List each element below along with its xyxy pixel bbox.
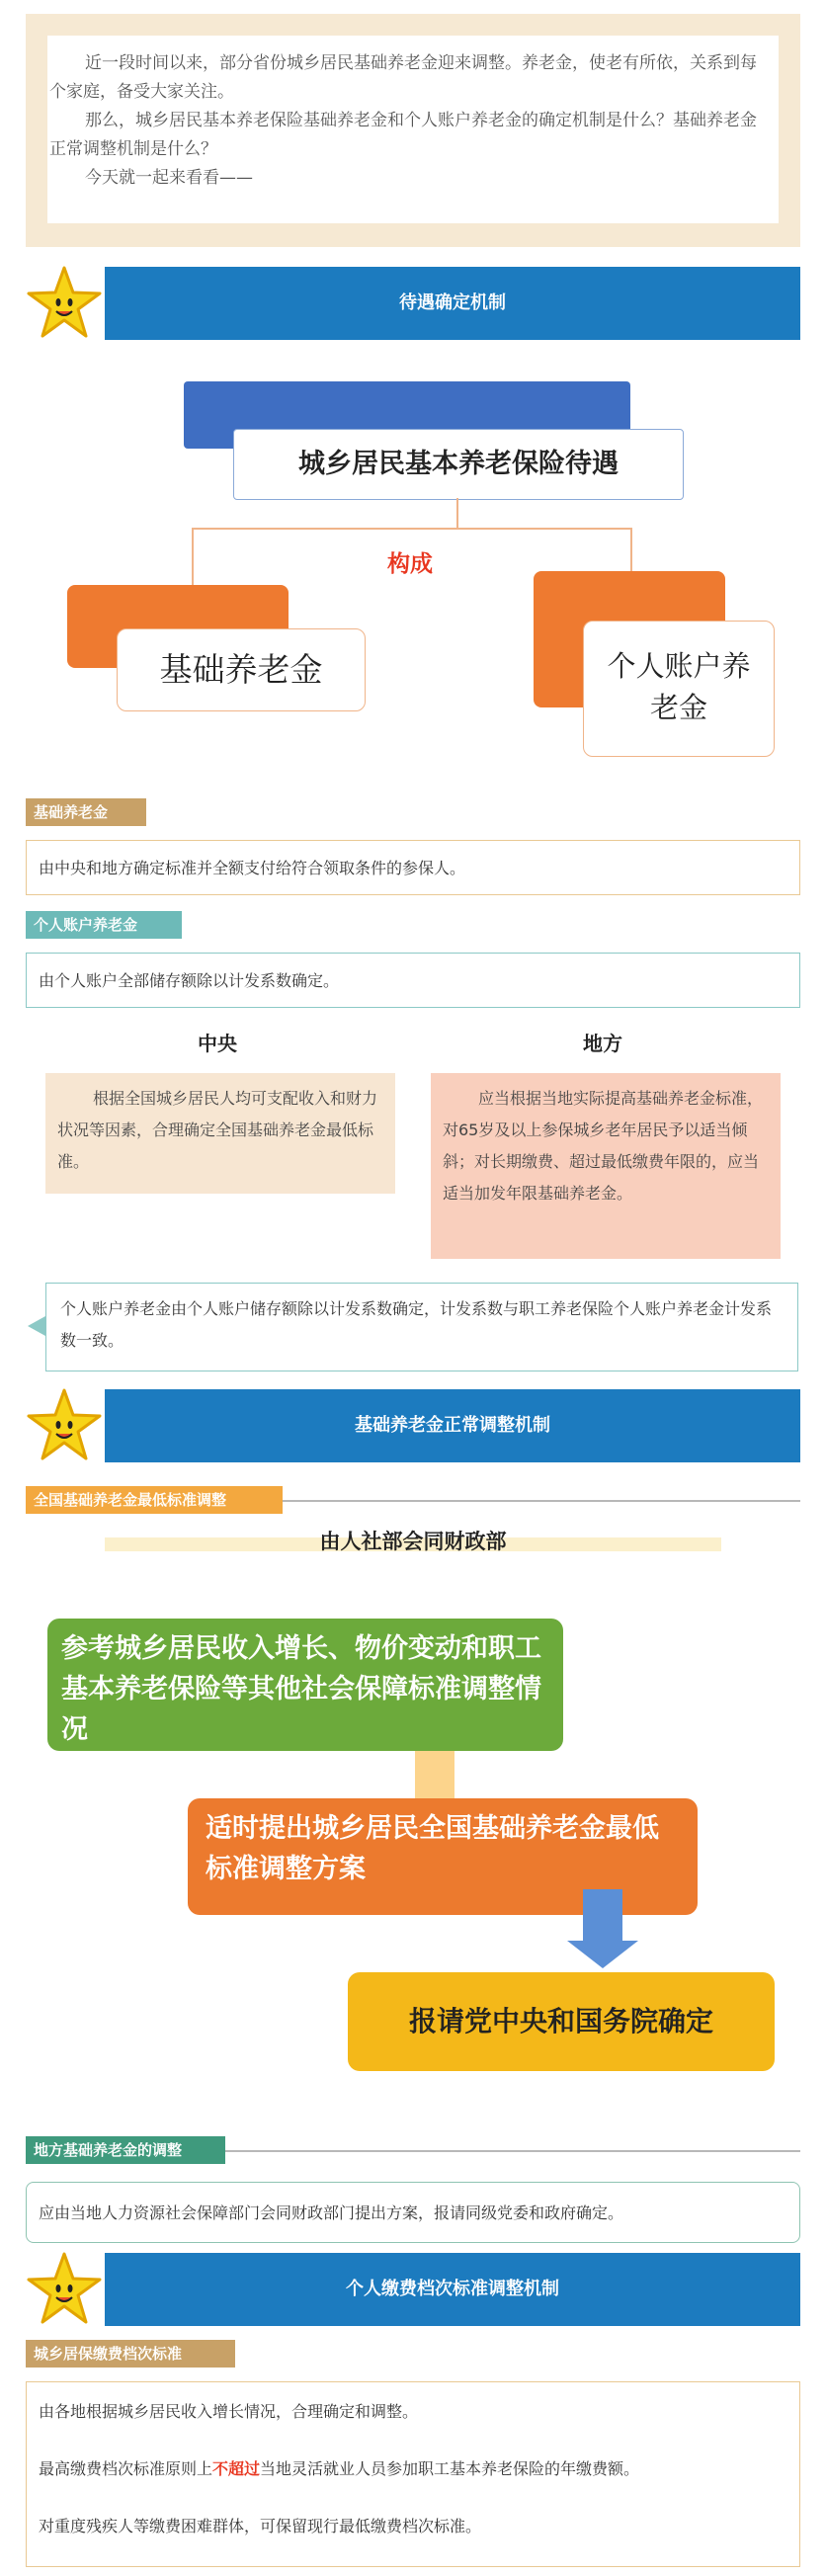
account-note-box: 个人账户养老金由个人账户储存额除以计发系数确定，计发系数与职工养老保险个人账户养老金计发系数一致。 — [45, 1283, 798, 1371]
emphasis-text: 不超过 — [212, 2459, 261, 2478]
contribution-line-1: 由各地根据城乡居民收入增长情况，合理确定和调整。 — [39, 2402, 419, 2421]
central-heading: 中央 — [198, 1032, 237, 1055]
flow-step-1: 参考城乡居民收入增长、物价变动和职工基本养老保险等其他社会保障标准调整情况 — [47, 1619, 563, 1751]
personal-pension-card: 个人账户养老金 — [583, 621, 775, 757]
local-adjust-desc: 应由当地人力资源社会保障部门会同财政部门提出方案，报请同级党委和政府确定。 — [26, 2182, 800, 2243]
connector-line — [192, 528, 194, 587]
section-header-benefit: 待遇确定机制 — [105, 267, 800, 340]
national-standard-tag: 全国基础养老金最低标准调整 — [26, 1486, 283, 1514]
central-text-box — [45, 1073, 395, 1194]
intro-text — [49, 49, 773, 193]
composition-label: 构成 — [387, 551, 433, 577]
star-icon — [26, 2251, 103, 2328]
star-icon — [26, 1387, 103, 1464]
flow-step-3: 报请党中央和国务院确定 — [348, 1972, 775, 2071]
basic-pension-card: 基础养老金 — [117, 628, 366, 711]
basic-pension-desc: 由中央和地方确定标准并全额支付给符合领取条件的参保人。 — [26, 840, 800, 895]
arrow-down-icon-head — [567, 1941, 638, 1968]
pension-benefit-card: 城乡居民基本养老保险待遇 — [233, 429, 684, 500]
star-icon — [26, 265, 103, 342]
divider-line — [283, 1500, 800, 1502]
basic-pension-tag: 基础养老金 — [26, 798, 146, 826]
connector-line — [192, 528, 632, 530]
connector-line — [456, 498, 458, 530]
contribution-tag: 城乡居保缴费档次标准 — [26, 2340, 235, 2368]
intro-paragraph-1: 近一段时间以来，部分省份城乡居民基础养老金迎来调整。养老金，使老有所依，关系到每个家庭，备受大家关注。 — [49, 53, 757, 102]
arrow-down-icon — [415, 1751, 454, 1800]
local-text: 应当根据当地实际提高基础养老金标准，对65岁及以上参保城乡老年居民予以适当倾斜；对长期缴费、超过最低缴费年限的，应当适当加发年限基础养老金。 — [443, 1089, 764, 1203]
intro-paragraph-3: 今天就一起来看看—— — [85, 168, 253, 188]
contribution-box — [26, 2381, 800, 2567]
local-heading: 地方 — [583, 1032, 622, 1055]
local-text-box — [431, 1073, 781, 1259]
note-pointer — [28, 1316, 45, 1336]
local-adjust-tag: 地方基础养老金的调整 — [26, 2136, 225, 2164]
section-header-contribution: 个人缴费档次标准调整机制 — [105, 2253, 800, 2326]
personal-pension-desc: 由个人账户全部储存额除以计发系数确定。 — [26, 953, 800, 1008]
divider-line — [225, 2150, 800, 2152]
arrow-down-icon — [583, 1889, 622, 1943]
central-text: 根据全国城乡居民人均可支配收入和财力状况等因素，合理确定全国基础养老金最低标准。 — [57, 1089, 378, 1171]
intro-paragraph-2: 那么，城乡居民基本养老保险基础养老金和个人账户养老金的确定机制是什么？基础养老金正常调整机制是什么？ — [49, 111, 757, 159]
personal-pension-tag: 个人账户养老金 — [26, 911, 182, 939]
flow-step-2: 适时提出城乡居民全国基础养老金最低标准调整方案 — [188, 1798, 698, 1915]
contribution-line-3: 对重度残疾人等缴费困难群体，可保留现行最低缴费档次标准。 — [39, 2517, 482, 2535]
subtitle-text: 由人社部会同财政部 — [319, 1530, 507, 1553]
section-header-adjustment: 基础养老金正常调整机制 — [105, 1389, 800, 1462]
contribution-line-2: 最高缴费档次标准原则上不超过当地灵活就业人员参加职工基本养老保险的年缴费额。 — [39, 2459, 640, 2478]
connector-line — [630, 528, 632, 577]
